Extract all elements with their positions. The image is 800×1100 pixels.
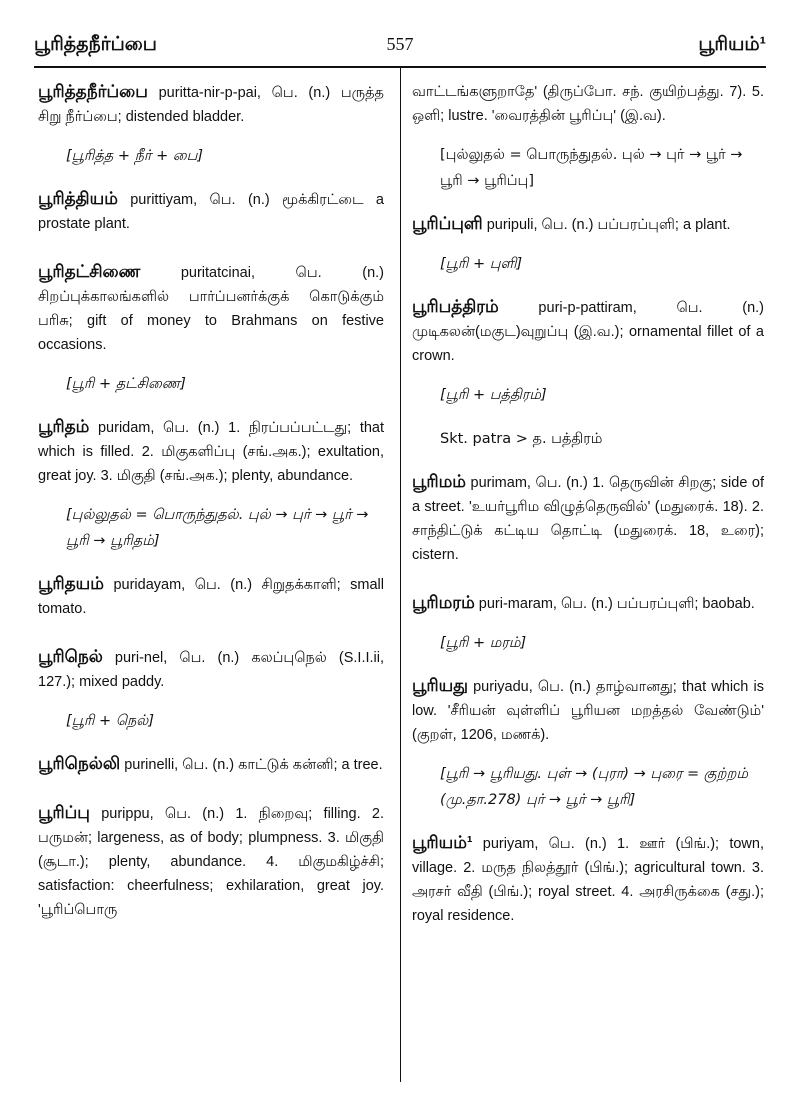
entry-headword: பூரிப்புளி: [412, 214, 483, 233]
dictionary-entry: [38, 80, 384, 129]
entry-definition: puri-p-pattiram, பெ. (n.) முடிகலன்(மகுட)வுறுப்பு (இ.வ.); ornamental fillet of a crown.: [412, 300, 764, 364]
dictionary-entry: [412, 674, 764, 747]
page-number: 557: [386, 34, 414, 54]
entry-headword: பூரித்தநீர்ப்பை: [38, 82, 148, 101]
entry-etymology: [பூரித்த + நீர் + பை]: [66, 148, 204, 164]
entry-etymology: [பூரி + மரம்]: [440, 635, 527, 651]
entry-headword: பூரியம்¹: [412, 833, 473, 852]
entry-definition: purippu, பெ. (n.) 1. நிறைவு; filling. 2. பருமன்; largeness, as of body; plumpness. 3. மிகுதி (சூடா.); plenty, abundance. 4. மிகுமகிழ்ச்சி; satisfaction: cheerfulness; exhilaration, great joy. 'பூரிப்பொரு: [38, 806, 384, 918]
entry-headword: பூரிப்பு: [38, 803, 90, 822]
page-header: [34, 30, 766, 68]
dictionary-entry: [412, 295, 764, 368]
dictionary-entry: [38, 752, 384, 777]
entry-etymology: [பூரி + புளி]: [440, 256, 523, 272]
dictionary-entry: [412, 470, 764, 567]
entry-headword: பூரிநெல்லி: [38, 754, 121, 773]
dictionary-entry: [412, 831, 764, 928]
entry-etymology: [பூரி → பூரியது. புள் → (புரா) → புரை = குற்றம் (மு.தா.278) புர் → பூர் → பூரி]: [440, 766, 749, 808]
entry-headword: பூரிதட்சிணை: [38, 262, 141, 281]
entry-definition: purinelli, பெ. (n.) காட்டுக் கன்னி; a tree.: [120, 757, 383, 773]
entry-etymology: [புல்லுதல் = பொருந்துதல். புல் → புர் → பூர் → பூரி → பூரிப்பு]: [440, 147, 743, 189]
entry-definition: puriyam, பெ. (n.) 1. ஊர் (பிங்.); town, village. 2. மருத நிலத்தூர் (பிங்.); agricultural town. 3. அரசர் வீதி (பிங்.); royal street. 4. அரசிருக்கை (சது.); royal residence.: [412, 836, 764, 924]
entry-definition: puritatcinai, பெ. (n.) சிறப்புக்காலங்களில் பார்ப்பனர்க்குக் கொடுக்கும் பரிசு; gift of money to Brahmans on festive occasions.: [38, 265, 384, 353]
dictionary-entry: [38, 187, 384, 236]
right-column: [412, 80, 764, 942]
entry-headword: பூரியது: [412, 676, 468, 695]
entry-etymology: [பூரி + பத்திரம்]: [440, 387, 547, 403]
entry-definition: puri-maram, பெ. (n.) பப்பரப்புளி; baobab.: [474, 596, 755, 612]
entry-continuation: வாட்டங்களுறாதே' (திருப்போ. சந். குயிற்பத்து. 7). 5. ஒளி; lustre. 'வைரத்தின் பூரிப்பு' (இ.வ).: [412, 84, 764, 124]
entry-definition: puridayam, பெ. (n.) சிறுதக்காளி; small tomato.: [38, 577, 384, 617]
entry-etymology: [பூரி + தட்சிணை]: [66, 376, 186, 392]
entry-definition: puripuli, பெ. (n.) பப்பரப்புளி; a plant.: [482, 217, 731, 233]
column-divider: [400, 66, 401, 1082]
left-column: [38, 80, 384, 936]
dictionary-entry: [38, 572, 384, 621]
entry-definition: purimam, பெ. (n.) 1. தெருவின் சிறகு; side of a street. 'உயர்பூரிம விழுத்தெருவில்' (மதுரைக். 18). 2. சாந்திட்டுக் கட்டிய தொட்டி (மதுரைக். 18, உரை); cistern.: [412, 475, 764, 563]
dictionary-entry: [38, 415, 384, 488]
entry-headword: பூரித்தியம்: [38, 189, 118, 208]
header-right-headword: பூரியம்¹: [698, 34, 766, 55]
entry-definition: puritta-nir-p-pai, பெ. (n.) பருத்த சிறு நீர்ப்பை; distended bladder.: [38, 85, 384, 125]
dictionary-entry: [412, 212, 764, 237]
entry-headword: பூரிநெல்: [38, 647, 103, 666]
entry-etymology: [பூரி + நெல்]: [66, 713, 155, 729]
header-left-headword: பூரித்தநீர்ப்பை: [34, 34, 157, 55]
entry-headword: பூரிமரம்: [412, 593, 475, 612]
entry-headword: பூரிபத்திரம்: [412, 297, 499, 316]
entry-headword: பூரிதயம்: [38, 574, 104, 593]
entry-headword: பூரிமம்: [412, 472, 466, 491]
dictionary-entry: [38, 645, 384, 694]
dictionary-entry: [412, 591, 764, 616]
entry-definition: puridam, பெ. (n.) 1. நிரப்பப்பட்டது; that which is filled. 2. மிகுகளிப்பு (சங்.அக.); exultation, great joy. 3. மிகுதி (சங்.அக.); plenty, abundance.: [38, 420, 384, 484]
entry-note: Skt. patra > த. பத்திரம்: [440, 431, 603, 447]
entry-definition: puriyadu, பெ. (n.) தாழ்வானது; that which is low. 'சீரியன் வுள்ளிப் பூரியன மறத்தல் வேண்டும்' (குறள், 1206, மணக்).: [412, 679, 764, 743]
entry-headword: பூரிதம்: [38, 417, 90, 436]
dictionary-entry: [38, 801, 384, 922]
entry-definition: puri-nel, பெ. (n.) கலப்புநெல் (S.I.I.ii, 127.); mixed paddy.: [38, 650, 384, 690]
entry-definition: purittiyam, பெ. (n.) மூக்கிரட்டை a prostate plant.: [38, 192, 384, 232]
dictionary-entry: [38, 260, 384, 357]
entry-etymology: [புல்லுதல் = பொருந்துதல். புல் → புர் → பூர் → பூரி → பூரிதம்]: [66, 507, 369, 549]
